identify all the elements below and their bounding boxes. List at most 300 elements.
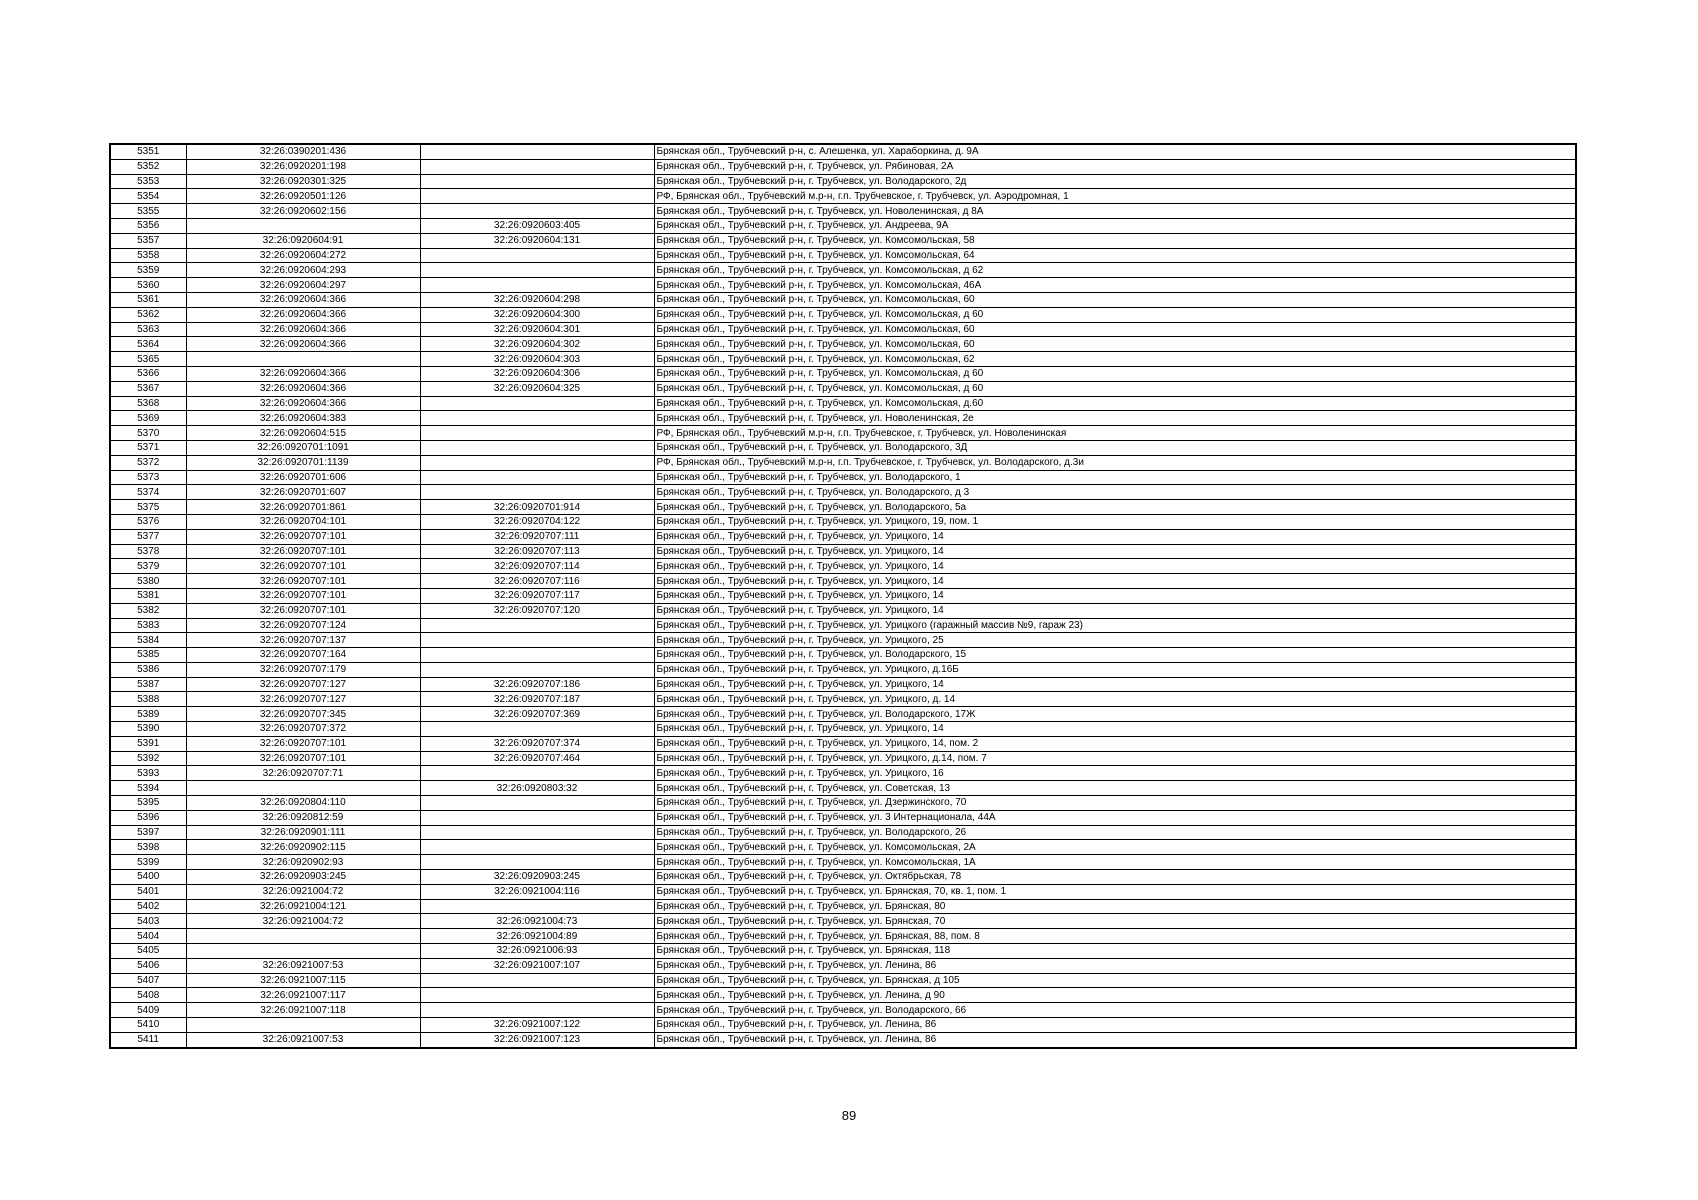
- address-cell: Брянская обл., Трубчевский р-н, г. Трубчевск, ул. Советская, 13: [654, 781, 1576, 796]
- row-number-cell: 5394: [110, 781, 186, 796]
- related-cadastral-number-cell: 32:26:0920707:111: [420, 529, 654, 544]
- row-number-cell: 5363: [110, 322, 186, 337]
- cadastral-number-cell: 32:26:0921004:72: [186, 914, 420, 929]
- address-cell: Брянская обл., Трубчевский р-н, г. Трубчевск, ул. Комсомольская, д 60: [654, 307, 1576, 322]
- table-row: [110, 337, 1576, 352]
- table-row: [110, 352, 1576, 367]
- address-cell: Брянская обл., Трубчевский р-н, г. Трубчевск, ул. Андреева, 9А: [654, 218, 1576, 233]
- table-row: [110, 1018, 1576, 1033]
- related-cadastral-number-cell: [420, 485, 654, 500]
- row-number-cell: 5386: [110, 662, 186, 677]
- table-row: [110, 929, 1576, 944]
- row-number-cell: 5359: [110, 263, 186, 278]
- row-number-cell: 5410: [110, 1018, 186, 1033]
- related-cadastral-number-cell: 32:26:0920604:300: [420, 307, 654, 322]
- cadastral-number-cell: 32:26:0920707:127: [186, 692, 420, 707]
- address-cell: Брянская обл., Трубчевский р-н, г. Трубчевск, ул. Брянская, 118: [654, 944, 1576, 959]
- related-cadastral-number-cell: [420, 470, 654, 485]
- related-cadastral-number-cell: 32:26:0920707:464: [420, 751, 654, 766]
- row-number-cell: 5369: [110, 411, 186, 426]
- row-number-cell: 5375: [110, 500, 186, 515]
- address-cell: РФ, Брянская обл., Трубчевский м.р-н, г.п. Трубчевское, г. Трубчевск, ул. Новоленинская: [654, 426, 1576, 441]
- address-cell: Брянская обл., Трубчевский р-н, г. Трубчевск, ул. Володарского, 26: [654, 825, 1576, 840]
- row-number-cell: 5360: [110, 278, 186, 293]
- cadastral-number-cell: 32:26:0920707:127: [186, 677, 420, 692]
- related-cadastral-number-cell: [420, 189, 654, 204]
- row-number-cell: 5374: [110, 485, 186, 500]
- row-number-cell: 5365: [110, 352, 186, 367]
- address-cell: Брянская обл., Трубчевский р-н, г. Трубчевск, ул. Володарского, 2д: [654, 174, 1576, 189]
- address-cell: Брянская обл., Трубчевский р-н, г. Трубчевск, ул. Урицкого, 14: [654, 722, 1576, 737]
- table-row: [110, 396, 1576, 411]
- table-row: [110, 988, 1576, 1003]
- address-cell: Брянская обл., Трубчевский р-н, г. Трубчевск, ул. Брянская, 70, кв. 1, пом. 1: [654, 884, 1576, 899]
- cadastral-number-cell: [186, 352, 420, 367]
- table-row: [110, 914, 1576, 929]
- row-number-cell: 5384: [110, 633, 186, 648]
- related-cadastral-number-cell: 32:26:0921007:107: [420, 958, 654, 973]
- row-number-cell: 5370: [110, 426, 186, 441]
- address-cell: РФ, Брянская обл., Трубчевский м.р-н, г.п. Трубчевское, г. Трубчевск, ул. Аэродромная, 1: [654, 189, 1576, 204]
- table-row: [110, 810, 1576, 825]
- cadastral-number-cell: 32:26:0920604:366: [186, 366, 420, 381]
- row-number-cell: 5405: [110, 944, 186, 959]
- address-cell: Брянская обл., Трубчевский р-н, г. Трубчевск, ул. Урицкого, 14: [654, 603, 1576, 618]
- address-cell: Брянская обл., Трубчевский р-н, г. Трубчевск, ул. Комсомольская, 64: [654, 248, 1576, 263]
- address-cell: Брянская обл., Трубчевский р-н, г. Трубчевск, ул. Ленина, 86: [654, 1018, 1576, 1033]
- cadastral-number-cell: 32:26:0921007:117: [186, 988, 420, 1003]
- address-cell: Брянская обл., Трубчевский р-н, г. Трубчевск, ул. Комсомольская, 60: [654, 292, 1576, 307]
- cadastral-number-cell: 32:26:0920804:110: [186, 796, 420, 811]
- related-cadastral-number-cell: [420, 973, 654, 988]
- related-cadastral-number-cell: 32:26:0920707:114: [420, 559, 654, 574]
- cadastral-number-cell: 32:26:0920604:366: [186, 307, 420, 322]
- related-cadastral-number-cell: [420, 411, 654, 426]
- address-cell: Брянская обл., Трубчевский р-н, г. Трубчевск, ул. Рябиновая, 2А: [654, 159, 1576, 174]
- address-cell: Брянская обл., Трубчевский р-н, г. Трубчевск, ул. Володарского, 1: [654, 470, 1576, 485]
- cadastral-number-cell: 32:26:0920707:101: [186, 588, 420, 603]
- address-cell: Брянская обл., Трубчевский р-н, г. Трубчевск, ул. Урицкого, д.14, пом. 7: [654, 751, 1576, 766]
- related-cadastral-number-cell: 32:26:0920604:131: [420, 233, 654, 248]
- cadastral-number-cell: 32:26:0920201:198: [186, 159, 420, 174]
- address-cell: Брянская обл., Трубчевский р-н, г. Трубчевск, ул. Урицкого, 14: [654, 544, 1576, 559]
- cadastral-number-cell: [186, 944, 420, 959]
- related-cadastral-number-cell: 32:26:0920604:302: [420, 337, 654, 352]
- related-cadastral-number-cell: 32:26:0921007:122: [420, 1018, 654, 1033]
- address-cell: Брянская обл., Трубчевский р-н, г. Трубчевск, ул. Урицкого, 14: [654, 529, 1576, 544]
- related-cadastral-number-cell: [420, 396, 654, 411]
- address-cell: Брянская обл., Трубчевский р-н, г. Трубчевск, ул. Урицкого, д. 14: [654, 692, 1576, 707]
- related-cadastral-number-cell: 32:26:0920707:113: [420, 544, 654, 559]
- row-number-cell: 5404: [110, 929, 186, 944]
- address-cell: Брянская обл., Трубчевский р-н, г. Трубчевск, ул. Новоленинская, д 8А: [654, 204, 1576, 219]
- related-cadastral-number-cell: 32:26:0920604:306: [420, 366, 654, 381]
- cadastral-number-cell: 32:26:0920604:366: [186, 322, 420, 337]
- row-number-cell: 5398: [110, 840, 186, 855]
- table-row: [110, 766, 1576, 781]
- row-number-cell: 5353: [110, 174, 186, 189]
- related-cadastral-number-cell: 32:26:0920604:301: [420, 322, 654, 337]
- table-row: [110, 944, 1576, 959]
- table-row: [110, 825, 1576, 840]
- row-number-cell: 5388: [110, 692, 186, 707]
- table-row: [110, 544, 1576, 559]
- cadastral-number-cell: 32:26:0920301:325: [186, 174, 420, 189]
- table-row: [110, 470, 1576, 485]
- cadastral-number-cell: 32:26:0920902:93: [186, 855, 420, 870]
- related-cadastral-number-cell: [420, 1003, 654, 1018]
- address-cell: Брянская обл., Трубчевский р-н, г. Трубчевск, ул. Ленина, 86: [654, 1032, 1576, 1047]
- related-cadastral-number-cell: [420, 796, 654, 811]
- address-cell: Брянская обл., Трубчевский р-н, г. Трубчевск, ул. Урицкого, д.16Б: [654, 662, 1576, 677]
- cadastral-number-cell: 32:26:0920707:372: [186, 722, 420, 737]
- related-cadastral-number-cell: [420, 263, 654, 278]
- cadastral-number-cell: 32:26:0920707:345: [186, 707, 420, 722]
- address-cell: Брянская обл., Трубчевский р-н, г. Трубчевск, ул. Октябрьская, 78: [654, 870, 1576, 885]
- related-cadastral-number-cell: [420, 810, 654, 825]
- address-cell: Брянская обл., Трубчевский р-н, с. Алешенка, ул. Хараборкина, д. 9А: [654, 144, 1576, 159]
- related-cadastral-number-cell: 32:26:0920604:303: [420, 352, 654, 367]
- cadastral-number-cell: 32:26:0921004:121: [186, 899, 420, 914]
- table-row: [110, 455, 1576, 470]
- related-cadastral-number-cell: [420, 204, 654, 219]
- row-number-cell: 5361: [110, 292, 186, 307]
- cadastral-number-cell: 32:26:0920707:101: [186, 544, 420, 559]
- cadastral-number-cell: 32:26:0920701:607: [186, 485, 420, 500]
- related-cadastral-number-cell: [420, 455, 654, 470]
- related-cadastral-number-cell: [420, 618, 654, 633]
- cadastral-number-cell: 32:26:0920707:101: [186, 559, 420, 574]
- cadastral-number-cell: 32:26:0921007:118: [186, 1003, 420, 1018]
- address-cell: Брянская обл., Трубчевский р-н, г. Трубчевск, ул. Ленина, 86: [654, 958, 1576, 973]
- related-cadastral-number-cell: 32:26:0920707:120: [420, 603, 654, 618]
- row-number-cell: 5367: [110, 381, 186, 396]
- row-number-cell: 5351: [110, 144, 186, 159]
- address-cell: Брянская обл., Трубчевский р-н, г. Трубчевск, ул. Комсомольская, д 60: [654, 366, 1576, 381]
- cadastral-number-cell: 32:26:0920604:366: [186, 396, 420, 411]
- address-cell: Брянская обл., Трубчевский р-н, г. Трубчевск, ул. Брянская, 70: [654, 914, 1576, 929]
- address-cell: РФ, Брянская обл., Трубчевский м.р-н, г.п. Трубчевское, г. Трубчевск, ул. Володарского, д.3и: [654, 455, 1576, 470]
- row-number-cell: 5389: [110, 707, 186, 722]
- address-cell: Брянская обл., Трубчевский р-н, г. Трубчевск, ул. Комсомольская, 62: [654, 352, 1576, 367]
- row-number-cell: 5371: [110, 440, 186, 455]
- row-number-cell: 5358: [110, 248, 186, 263]
- related-cadastral-number-cell: [420, 174, 654, 189]
- table-row: [110, 633, 1576, 648]
- table-row: [110, 662, 1576, 677]
- table-row: [110, 218, 1576, 233]
- table-row: [110, 973, 1576, 988]
- related-cadastral-number-cell: 32:26:0920604:325: [420, 381, 654, 396]
- table-row: [110, 307, 1576, 322]
- address-cell: Брянская обл., Трубчевский р-н, г. Трубчевск, ул. Брянская, д 105: [654, 973, 1576, 988]
- related-cadastral-number-cell: [420, 248, 654, 263]
- address-cell: Брянская обл., Трубчевский р-н, г. Трубчевск, ул. Володарского, 66: [654, 1003, 1576, 1018]
- cadastral-number-cell: 32:26:0920701:861: [186, 500, 420, 515]
- address-cell: Брянская обл., Трубчевский р-н, г. Трубчевск, ул. Урицкого, 14, пом. 2: [654, 736, 1576, 751]
- related-cadastral-number-cell: [420, 159, 654, 174]
- row-number-cell: 5379: [110, 559, 186, 574]
- table-row: [110, 159, 1576, 174]
- table-row: [110, 722, 1576, 737]
- cadastral-number-cell: 32:26:0920707:137: [186, 633, 420, 648]
- row-number-cell: 5372: [110, 455, 186, 470]
- row-number-cell: 5364: [110, 337, 186, 352]
- address-cell: Брянская обл., Трубчевский р-н, г. Трубчевск, ул. Урицкого (гаражный массив №9, гараж 23): [654, 618, 1576, 633]
- table-row: [110, 144, 1576, 159]
- cadastral-number-cell: 32:26:0920604:366: [186, 292, 420, 307]
- related-cadastral-number-cell: [420, 766, 654, 781]
- cadastral-number-cell: 32:26:0920903:245: [186, 870, 420, 885]
- cadastral-number-cell: 32:26:0920704:101: [186, 514, 420, 529]
- related-cadastral-number-cell: 32:26:0920603:405: [420, 218, 654, 233]
- row-number-cell: 5366: [110, 366, 186, 381]
- related-cadastral-number-cell: 32:26:0921004:89: [420, 929, 654, 944]
- related-cadastral-number-cell: [420, 662, 654, 677]
- table-row: [110, 278, 1576, 293]
- row-number-cell: 5377: [110, 529, 186, 544]
- table-row: [110, 189, 1576, 204]
- table-row: [110, 751, 1576, 766]
- cadastral-number-cell: 32:26:0920604:297: [186, 278, 420, 293]
- address-cell: Брянская обл., Трубчевский р-н, г. Трубчевск, ул. Комсомольская, 58: [654, 233, 1576, 248]
- cadastral-number-cell: 32:26:0920701:1091: [186, 440, 420, 455]
- cadastral-number-cell: 32:26:0920707:101: [186, 751, 420, 766]
- address-cell: Брянская обл., Трубчевский р-н, г. Трубчевск, ул. Урицкого, 14: [654, 588, 1576, 603]
- table-row: [110, 692, 1576, 707]
- table-row: [110, 381, 1576, 396]
- table-row: [110, 870, 1576, 885]
- related-cadastral-number-cell: 32:26:0920707:187: [420, 692, 654, 707]
- row-number-cell: 5376: [110, 514, 186, 529]
- cadastral-number-cell: 32:26:0920501:126: [186, 189, 420, 204]
- address-cell: Брянская обл., Трубчевский р-н, г. Трубчевск, ул. Володарского, 17Ж: [654, 707, 1576, 722]
- address-cell: Брянская обл., Трубчевский р-н, г. Трубчевск, ул. Дзержинского, 70: [654, 796, 1576, 811]
- related-cadastral-number-cell: 32:26:0920707:116: [420, 574, 654, 589]
- table-row: [110, 1032, 1576, 1047]
- address-cell: Брянская обл., Трубчевский р-н, г. Трубчевск, ул. Комсомольская, д 62: [654, 263, 1576, 278]
- address-cell: Брянская обл., Трубчевский р-н, г. Трубчевск, ул. Володарского, 5а: [654, 500, 1576, 515]
- related-cadastral-number-cell: [420, 278, 654, 293]
- address-cell: Брянская обл., Трубчевский р-н, г. Трубчевск, ул. Комсомольская, 46А: [654, 278, 1576, 293]
- cadastral-number-cell: [186, 781, 420, 796]
- related-cadastral-number-cell: [420, 440, 654, 455]
- related-cadastral-number-cell: 32:26:0920903:245: [420, 870, 654, 885]
- row-number-cell: 5387: [110, 677, 186, 692]
- row-number-cell: 5395: [110, 796, 186, 811]
- related-cadastral-number-cell: 32:26:0920701:914: [420, 500, 654, 515]
- related-cadastral-number-cell: 32:26:0920704:122: [420, 514, 654, 529]
- row-number-cell: 5373: [110, 470, 186, 485]
- row-number-cell: 5352: [110, 159, 186, 174]
- table-row: [110, 263, 1576, 278]
- row-number-cell: 5382: [110, 603, 186, 618]
- cadastral-number-cell: 32:26:0920604:383: [186, 411, 420, 426]
- table-row: [110, 500, 1576, 515]
- related-cadastral-number-cell: [420, 722, 654, 737]
- address-cell: Брянская обл., Трубчевский р-н, г. Трубчевск, ул. Новоленинская, 2е: [654, 411, 1576, 426]
- address-cell: Брянская обл., Трубчевский р-н, г. Трубчевск, ул. Брянская, 80: [654, 899, 1576, 914]
- address-cell: Брянская обл., Трубчевский р-н, г. Трубчевск, ул. Комсомольская, 60: [654, 322, 1576, 337]
- cadastral-number-cell: 32:26:0921007:53: [186, 958, 420, 973]
- address-cell: Брянская обл., Трубчевский р-н, г. Трубчевск, ул. Урицкого, 19, пом. 1: [654, 514, 1576, 529]
- table-row: [110, 899, 1576, 914]
- address-cell: Брянская обл., Трубчевский р-н, г. Трубчевск, ул. Комсомольская, 60: [654, 337, 1576, 352]
- table-row: [110, 485, 1576, 500]
- related-cadastral-number-cell: [420, 426, 654, 441]
- table-row: [110, 529, 1576, 544]
- related-cadastral-number-cell: [420, 648, 654, 663]
- table-row: [110, 884, 1576, 899]
- address-cell: Брянская обл., Трубчевский р-н, г. Трубчевск, ул. Урицкого, 14: [654, 574, 1576, 589]
- row-number-cell: 5391: [110, 736, 186, 751]
- table-row: [110, 204, 1576, 219]
- table-row: [110, 292, 1576, 307]
- row-number-cell: 5407: [110, 973, 186, 988]
- row-number-cell: 5409: [110, 1003, 186, 1018]
- table-row: [110, 618, 1576, 633]
- address-cell: Брянская обл., Трубчевский р-н, г. Трубчевск, ул. Комсомольская, 2А: [654, 840, 1576, 855]
- related-cadastral-number-cell: [420, 899, 654, 914]
- related-cadastral-number-cell: 32:26:0920604:298: [420, 292, 654, 307]
- related-cadastral-number-cell: 32:26:0920707:117: [420, 588, 654, 603]
- row-number-cell: 5397: [110, 825, 186, 840]
- row-number-cell: 5354: [110, 189, 186, 204]
- registry-table-body: [110, 144, 1576, 1048]
- table-row: [110, 322, 1576, 337]
- cadastral-number-cell: 32:26:0920604:366: [186, 337, 420, 352]
- row-number-cell: 5408: [110, 988, 186, 1003]
- cadastral-number-cell: 32:26:0920707:71: [186, 766, 420, 781]
- row-number-cell: 5381: [110, 588, 186, 603]
- cadastral-number-cell: 32:26:0920707:101: [186, 529, 420, 544]
- address-cell: Брянская обл., Трубчевский р-н, г. Трубчевск, ул. Ленина, д 90: [654, 988, 1576, 1003]
- row-number-cell: 5399: [110, 855, 186, 870]
- table-row: [110, 736, 1576, 751]
- related-cadastral-number-cell: 32:26:0920707:374: [420, 736, 654, 751]
- related-cadastral-number-cell: [420, 840, 654, 855]
- cadastral-number-cell: 32:26:0921007:115: [186, 973, 420, 988]
- cadastral-number-cell: 32:26:0920707:101: [186, 574, 420, 589]
- table-row: [110, 233, 1576, 248]
- row-number-cell: 5380: [110, 574, 186, 589]
- related-cadastral-number-cell: [420, 633, 654, 648]
- cadastral-number-cell: 32:26:0390201:436: [186, 144, 420, 159]
- related-cadastral-number-cell: 32:26:0921006:93: [420, 944, 654, 959]
- table-row: [110, 588, 1576, 603]
- related-cadastral-number-cell: [420, 825, 654, 840]
- cadastral-number-cell: 32:26:0920707:179: [186, 662, 420, 677]
- table-row: [110, 1003, 1576, 1018]
- cadastral-number-cell: 32:26:0920707:164: [186, 648, 420, 663]
- table-row: [110, 559, 1576, 574]
- table-row: [110, 958, 1576, 973]
- table-row: [110, 411, 1576, 426]
- cadastral-number-cell: 32:26:0920707:101: [186, 603, 420, 618]
- table-row: [110, 840, 1576, 855]
- table-row: [110, 440, 1576, 455]
- related-cadastral-number-cell: 32:26:0921004:73: [420, 914, 654, 929]
- row-number-cell: 5403: [110, 914, 186, 929]
- row-number-cell: 5390: [110, 722, 186, 737]
- cadastral-number-cell: 32:26:0920701:1139: [186, 455, 420, 470]
- row-number-cell: 5401: [110, 884, 186, 899]
- row-number-cell: 5356: [110, 218, 186, 233]
- cadastral-number-cell: 32:26:0920901:111: [186, 825, 420, 840]
- row-number-cell: 5378: [110, 544, 186, 559]
- cadastral-number-cell: 32:26:0921004:72: [186, 884, 420, 899]
- related-cadastral-number-cell: 32:26:0920803:32: [420, 781, 654, 796]
- related-cadastral-number-cell: 32:26:0920707:186: [420, 677, 654, 692]
- cadastral-number-cell: 32:26:0920604:515: [186, 426, 420, 441]
- cadastral-number-cell: 32:26:0920604:272: [186, 248, 420, 263]
- table-row: [110, 514, 1576, 529]
- row-number-cell: 5402: [110, 899, 186, 914]
- address-cell: Брянская обл., Трубчевский р-н, г. Трубчевск, ул. 3 Интернационала, 44А: [654, 810, 1576, 825]
- row-number-cell: 5362: [110, 307, 186, 322]
- cadastral-number-cell: 32:26:0920604:366: [186, 381, 420, 396]
- row-number-cell: 5400: [110, 870, 186, 885]
- address-cell: Брянская обл., Трубчевский р-н, г. Трубчевск, ул. Комсомольская, 1А: [654, 855, 1576, 870]
- related-cadastral-number-cell: 32:26:0921007:123: [420, 1032, 654, 1047]
- row-number-cell: 5357: [110, 233, 186, 248]
- cadastral-number-cell: 32:26:0920604:293: [186, 263, 420, 278]
- address-cell: Брянская обл., Трубчевский р-н, г. Трубчевск, ул. Комсомольская, д 60: [654, 381, 1576, 396]
- page-number: 89: [841, 1108, 857, 1123]
- cadastral-number-cell: 32:26:0920604:91: [186, 233, 420, 248]
- table-row: [110, 426, 1576, 441]
- cadastral-number-cell: 32:26:0921007:53: [186, 1032, 420, 1047]
- address-cell: Брянская обл., Трубчевский р-н, г. Трубчевск, ул. Володарского, 3Д: [654, 440, 1576, 455]
- table-row: [110, 603, 1576, 618]
- related-cadastral-number-cell: 32:26:0920707:369: [420, 707, 654, 722]
- table-row: [110, 781, 1576, 796]
- row-number-cell: 5393: [110, 766, 186, 781]
- address-cell: Брянская обл., Трубчевский р-н, г. Трубчевск, ул. Урицкого, 14: [654, 559, 1576, 574]
- cadastral-number-cell: [186, 1018, 420, 1033]
- related-cadastral-number-cell: [420, 988, 654, 1003]
- row-number-cell: 5383: [110, 618, 186, 633]
- cadastral-number-cell: [186, 218, 420, 233]
- address-cell: Брянская обл., Трубчевский р-н, г. Трубчевск, ул. Володарского, д 3: [654, 485, 1576, 500]
- table-row: [110, 855, 1576, 870]
- address-cell: Брянская обл., Трубчевский р-н, г. Трубчевск, ул. Урицкого, 16: [654, 766, 1576, 781]
- cadastral-number-cell: [186, 929, 420, 944]
- cadastral-number-cell: 32:26:0920812:59: [186, 810, 420, 825]
- related-cadastral-number-cell: [420, 855, 654, 870]
- table-row: [110, 366, 1576, 381]
- related-cadastral-number-cell: [420, 144, 654, 159]
- table-row: [110, 574, 1576, 589]
- address-cell: Брянская обл., Трубчевский р-н, г. Трубчевск, ул. Урицкого, 14: [654, 677, 1576, 692]
- row-number-cell: 5368: [110, 396, 186, 411]
- table-row: [110, 174, 1576, 189]
- address-cell: Брянская обл., Трубчевский р-н, г. Трубчевск, ул. Урицкого, 25: [654, 633, 1576, 648]
- cadastral-number-cell: 32:26:0920602:156: [186, 204, 420, 219]
- cadastral-number-cell: 32:26:0920707:124: [186, 618, 420, 633]
- row-number-cell: 5392: [110, 751, 186, 766]
- table-row: [110, 248, 1576, 263]
- table-row: [110, 707, 1576, 722]
- table-row: [110, 677, 1576, 692]
- table-row: [110, 648, 1576, 663]
- cadastral-number-cell: 32:26:0920902:115: [186, 840, 420, 855]
- property-registry-table: [109, 143, 1577, 1049]
- cadastral-number-cell: 32:26:0920701:606: [186, 470, 420, 485]
- row-number-cell: 5355: [110, 204, 186, 219]
- address-cell: Брянская обл., Трубчевский р-н, г. Трубчевск, ул. Брянская, 88, пом. 8: [654, 929, 1576, 944]
- address-cell: Брянская обл., Трубчевский р-н, г. Трубчевск, ул. Комсомольская, д.60: [654, 396, 1576, 411]
